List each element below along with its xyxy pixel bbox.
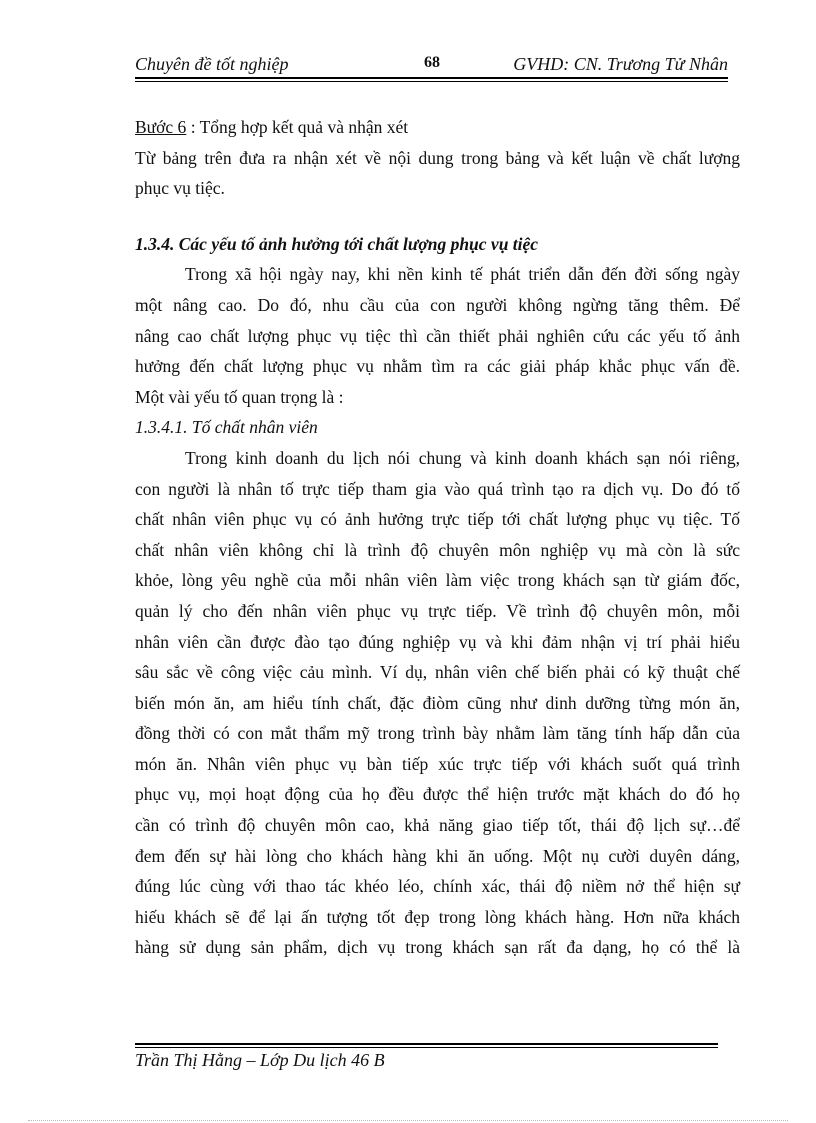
paragraph-line: cần có trình độ chuyên môn cao, khả năng giao tiếp tốt, thái độ lịch sự…để	[135, 815, 740, 836]
paragraph-line: đem đến sự hài lòng cho khách hàng khi ăn uống. Một nụ cười duyên dáng,	[135, 845, 740, 866]
intro-line: Từ bảng trên đưa ra nhận xét về nội dung trong bảng và kết luận về chất lượng	[135, 147, 740, 168]
page-edge-dots	[28, 1120, 788, 1121]
paragraph-line: hưởng đến chất lượng phục vụ nhằm tìm ra các giải pháp khắc phục vấn đề.	[135, 356, 740, 377]
paragraph-line: con người là nhân tố trực tiếp tham gia vào quá trình tạo ra dịch vụ. Do đó tố	[135, 478, 740, 499]
paragraph-line: sâu sắc về công việc cảu mình. Ví dụ, nhân viên chế biến phải có kỹ thuật chế	[135, 662, 740, 683]
paragraph-line: quản lý cho đến nhân viên phục vụ trực tiếp. Về trình độ chuyên môn, mỗi	[135, 600, 740, 621]
paragraph-line: Trong kinh doanh du lịch nói chung và kinh doanh khách sạn nói riêng,	[185, 447, 740, 468]
paragraph-line: phục vụ, mọi hoạt động của họ đều được thể hiện trước mặt khách do đó họ	[135, 784, 740, 805]
step-heading	[135, 112, 740, 143]
paragraph-line: chất nhân viên không chỉ là trình độ chuyên môn nghiệp vụ mà còn là sức	[135, 539, 740, 560]
paragraph-line: món ăn. Nhân viên phục vụ bàn tiếp xúc trực tiếp với khách suốt quá trình	[135, 753, 740, 774]
step-label: Bước 6	[135, 117, 187, 137]
paragraph-line: chất nhân viên phục vụ có ảnh hưởng trực tiếp tới chất lượng phục vụ tiệc. Tố	[135, 509, 740, 530]
paragraph-line: nâng cao chất lượng phục vụ tiệc thì cần thiết phải nghiên cứu các yếu tố ảnh	[135, 325, 740, 346]
paragraph-line: đúng lúc cùng với thao tác khéo léo, chính xác, thái độ niềm nở thể hiện sự	[135, 876, 740, 897]
paragraph-line: khỏe, lòng yêu nghề của mỗi nhân viên làm việc trong khách sạn từ giám đốc,	[135, 570, 740, 591]
paragraph-line: Trong xã hội ngày nay, khi nền kinh tế phát triển dẫn đến đời sống ngày	[185, 264, 740, 285]
intro-line: phục vụ tiệc.	[135, 178, 225, 199]
page-number: 68	[424, 54, 440, 71]
paragraph-line: Một vài yếu tố quan trọng là :	[135, 386, 344, 407]
paragraph-line: đồng thời có con mắt thẩm mỹ trong trình bày nhằm làm tăng tính hấp dẫn của	[135, 723, 740, 744]
paragraph-line: nhân viên cần được đào tạo đúng nghiệp vụ và khi đảm nhận vị trí phải hiểu	[135, 631, 740, 652]
page-header	[135, 52, 728, 78]
paragraph-line: biến món ăn, am hiểu tính chất, đặc điòm cũng như dinh dưỡng từng món ăn,	[135, 692, 740, 713]
subsection-heading: 1.3.4.1. Tố chất nhân viên	[135, 417, 318, 438]
page-body	[135, 112, 740, 963]
section-heading: 1.3.4. Các yếu tố ảnh hưởng tới chất lượng phục vụ tiệc	[135, 233, 539, 254]
paragraph-line: hàng sử dụng sản phẩm, dịch vụ trong khách sạn rất đa dạng, họ có thể là	[135, 937, 740, 958]
header-document-type: Chuyên đề tốt nghiệp	[135, 54, 289, 74]
paragraph-line: một nâng cao. Do đó, nhu cầu của con người không ngừng tăng thêm. Để	[135, 294, 740, 315]
step-title: : Tổng hợp kết quả và nhận xét	[186, 117, 409, 137]
header-supervisor: GVHD: CN. Trương Tử Nhân	[513, 54, 728, 74]
paragraph-line: hiếu khách sẽ để lại ấn tượng tốt đẹp trong lòng khách hàng. Hơn nữa khách	[135, 906, 740, 927]
page-footer: Trần Thị Hằng – Lớp Du lịch 46 B	[135, 1050, 385, 1070]
footer-rule	[135, 1043, 718, 1048]
header-rule	[135, 77, 728, 82]
